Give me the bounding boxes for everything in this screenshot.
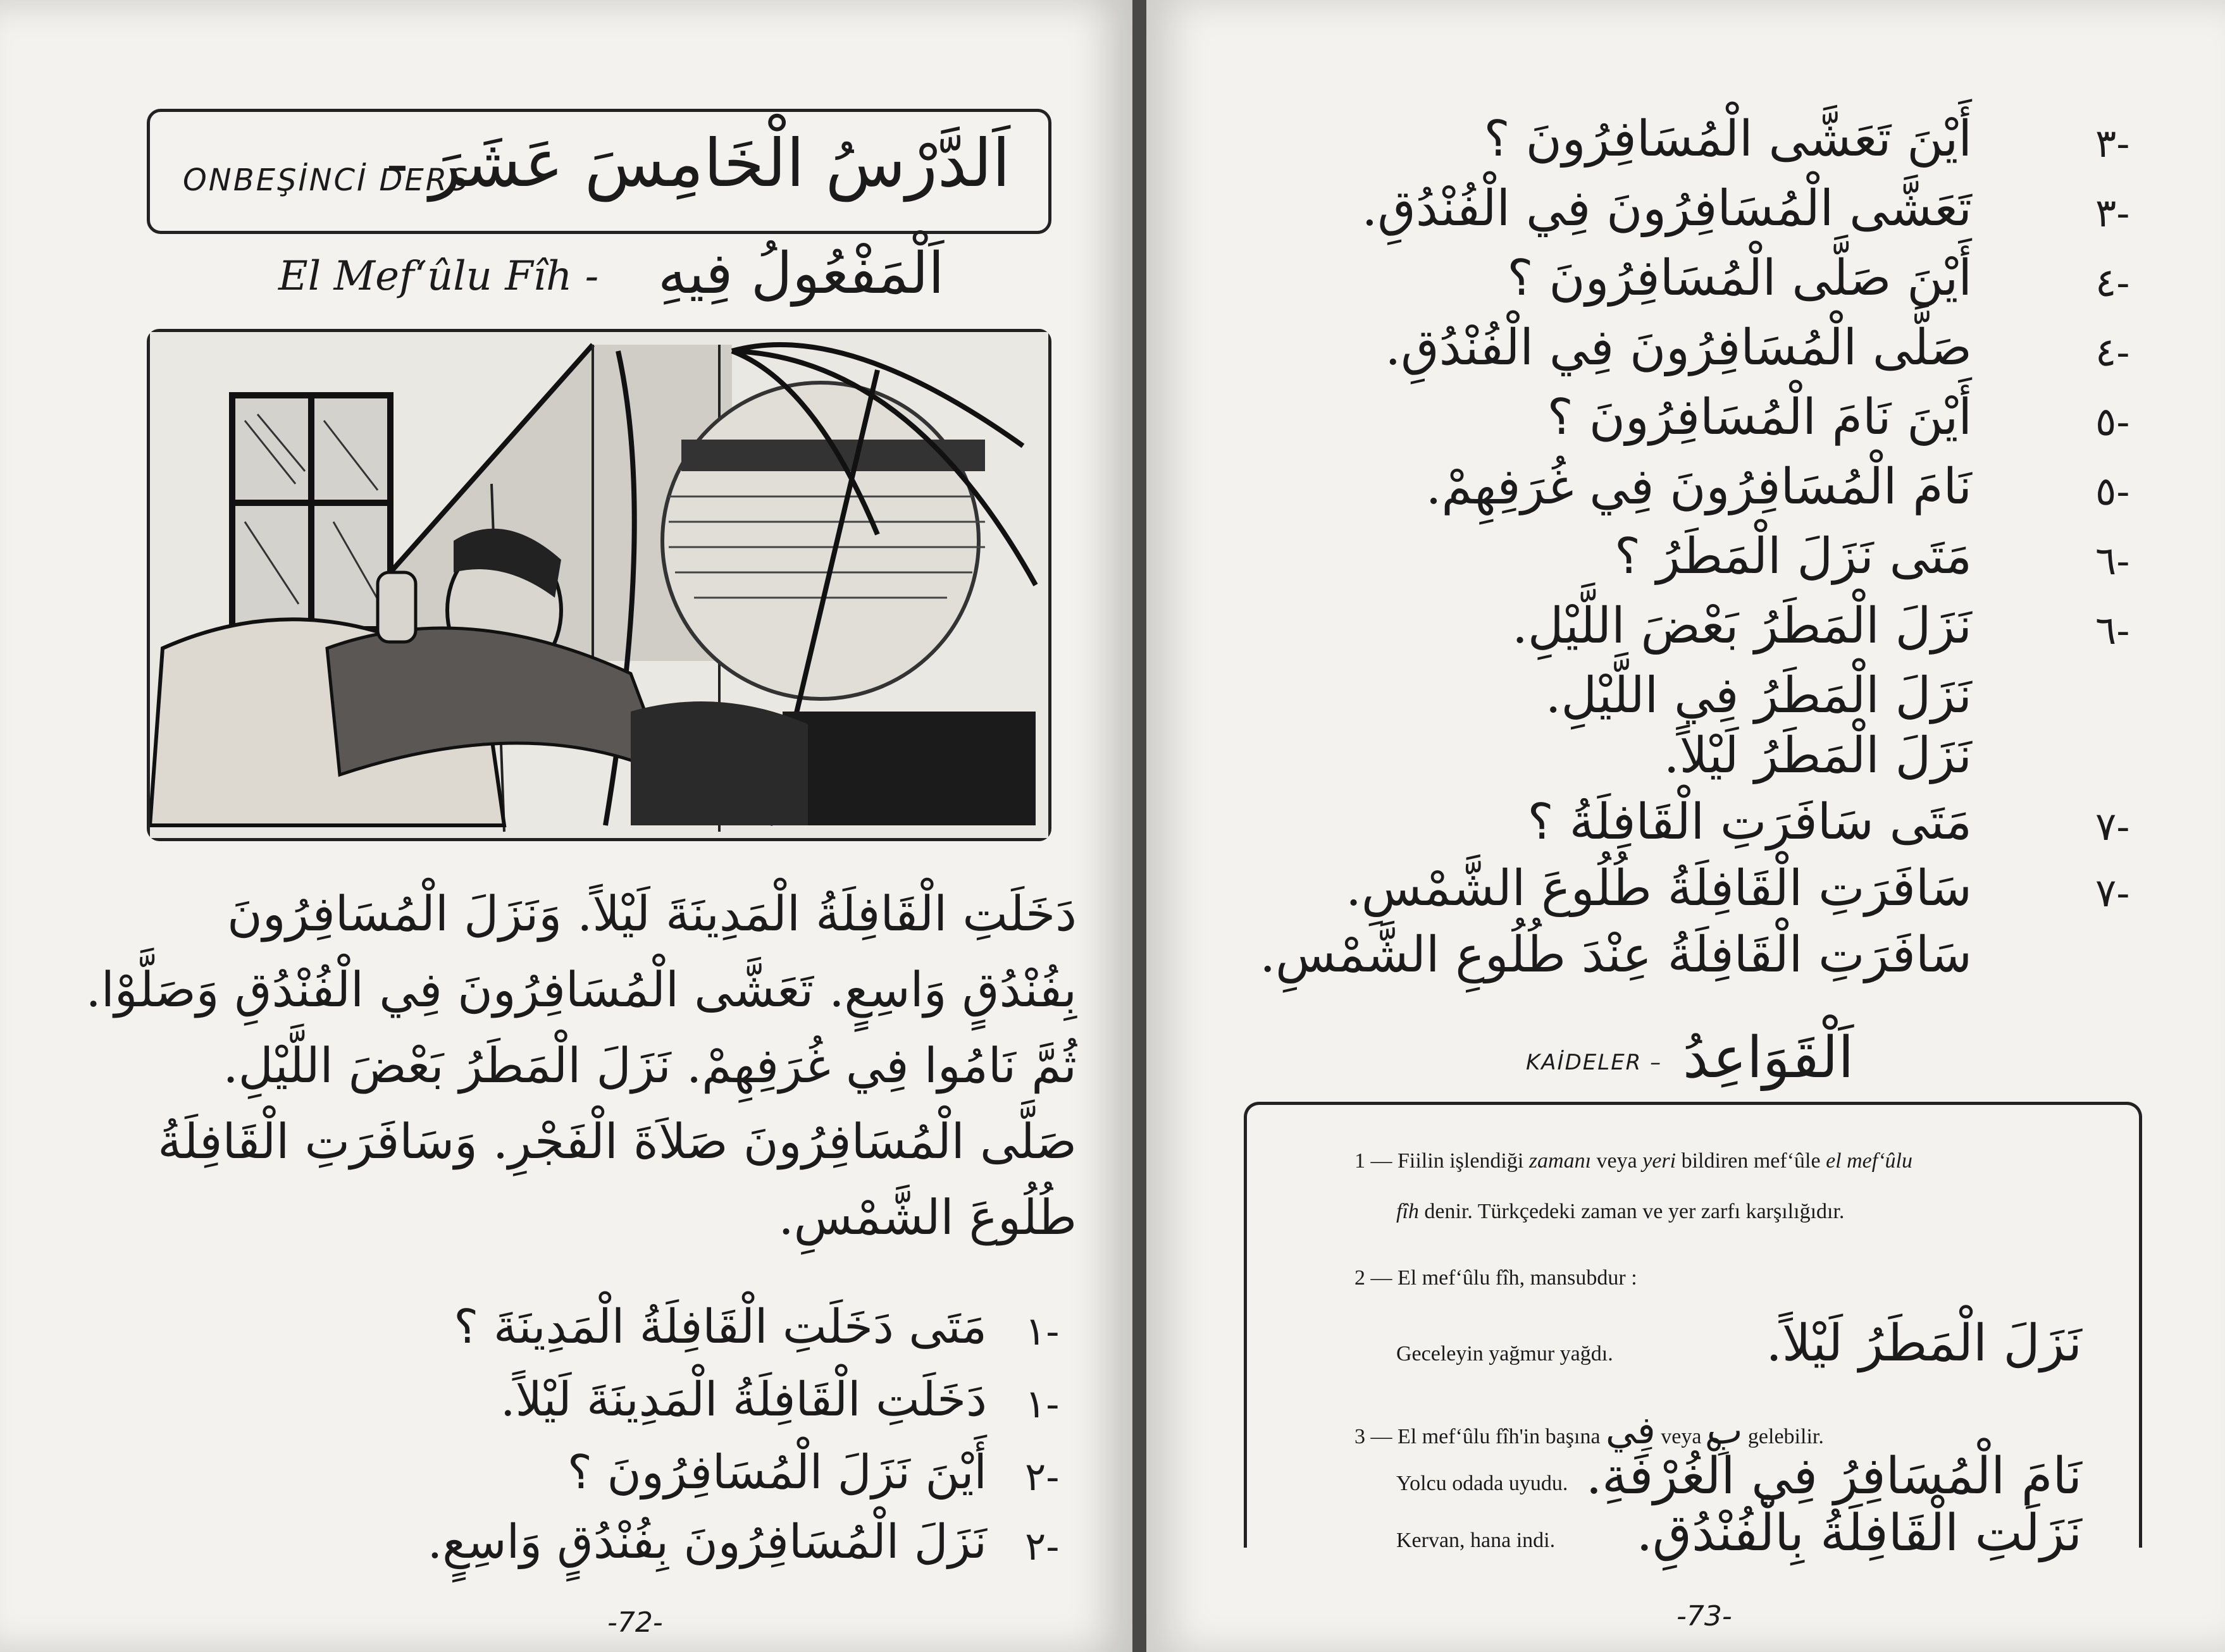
page-number: -72-: [607, 1606, 663, 1639]
rule-3-example-1-turkish: Yolcu odada uyudu.: [1396, 1472, 1568, 1495]
rule-number: 3 —: [1354, 1425, 1392, 1448]
rule-text: Fiilin işlendiği: [1398, 1149, 1524, 1173]
paragraph-line: بِفُنْدُقٍ وَاسِعٍ. تَعَشَّى الْمُسَافِرُونَ فِي الْفُنْدُقِ وَصَلَّوْا.: [85, 961, 1077, 1018]
exercise-line: أَيْنَ تَعَشَّى الْمُسَافِرُونَ ؟: [1484, 111, 1972, 168]
exercise-line: أَيْنَ نَامَ الْمُسَافِرُونَ ؟: [1547, 389, 1972, 446]
exercise-line: مَتَى سَافَرَتِ الْقَافِلَةُ ؟: [1527, 794, 1972, 851]
rule-text: El mef‘ûlu fîh, mansubdur :: [1398, 1266, 1637, 1290]
rule-text: denir. Türkçedeki zaman ve yer zarfı karşılığıdır.: [1424, 1200, 1845, 1223]
rule-3-example-2-turkish: Kervan, hana indi.: [1396, 1529, 1556, 1552]
rule-emphasis: fîh: [1396, 1200, 1419, 1223]
rule-text: veya: [1596, 1149, 1637, 1173]
rule-emphasis: zamanı: [1528, 1149, 1592, 1173]
exercise-number: ١-: [1025, 1308, 1060, 1354]
rule-2-example-arabic: نَزَلَ الْمَطَرُ لَيْلاً.: [1766, 1314, 2082, 1372]
exercise-line: نَامَ الْمُسَافِرُونَ فِي غُرَفِهِمْ.: [1425, 459, 1972, 515]
paragraph-line: طُلُوعَ الشَّمْسِ.: [778, 1189, 1077, 1245]
exercise-number: ٥-: [2095, 398, 2130, 445]
rule-text: veya: [1661, 1425, 1702, 1448]
exercise-number: ٣-: [2095, 190, 2130, 236]
exercise-line: نَزَلَ الْمَطَرُ لَيْلاً.: [1663, 727, 1972, 784]
rule-1-line-1: [1354, 1149, 1912, 1173]
rule-3-example-2-arabic: نَزَلَتِ الْقَافِلَةُ بِالْفُنْدُقِ.: [1636, 1503, 2082, 1562]
rule-text: bildiren mef‘ûle: [1681, 1149, 1821, 1173]
rule-2-line: [1354, 1266, 1637, 1290]
rule-3-example-1-arabic: نَامَ الْمُسَافِرُ فِي الْغُرْفَةِ.: [1585, 1446, 2082, 1505]
exercise-line: تَعَشَّى الْمُسَافِرُونَ فِي الْفُنْدُقِ.: [1361, 180, 1972, 237]
exercise-number: ٤-: [2095, 329, 2130, 375]
exercise-line: مَتَى دَخَلَتِ الْقَافِلَةُ الْمَدِينَةَ ؟: [454, 1300, 987, 1354]
exercise-number: ١-: [1025, 1381, 1060, 1427]
exercise-number: ٧-: [2095, 870, 2130, 916]
illustration-drawing: [150, 332, 1048, 838]
subtitle-latin: El Mef‘ûlu Fîh -: [278, 253, 599, 300]
rule-text: gelebilir.: [1747, 1425, 1824, 1448]
exercise-line: نَزَلَ الْمَطَرُ بَعْضَ اللَّيْلِ.: [1512, 598, 1972, 655]
lesson-title-latin: ONBEŞİNCİ DERS: [183, 163, 470, 198]
exercise-number: ٥-: [2095, 468, 2130, 514]
exercise-line: أَيْنَ نَزَلَ الْمُسَافِرُونَ ؟: [567, 1445, 987, 1500]
exercise-line: مَتَى نَزَلَ الْمَطَرُ ؟: [1614, 528, 1972, 585]
exercise-line: دَخَلَتِ الْقَافِلَةُ الْمَدِينَةَ لَيْلاً.: [500, 1372, 987, 1427]
exercise-line: سَافَرَتِ الْقَافِلَةُ عِنْدَ طُلُوعِ الشَّمْسِ.: [1260, 927, 1972, 983]
exercise-number: ٣-: [2095, 120, 2130, 166]
rule-1-line-2: [1396, 1200, 1844, 1224]
paragraph-line: دَخَلَتِ الْقَافِلَةُ الْمَدِينَةَ لَيْلاً. وَنَزَلَ الْمُسَافِرُونَ: [227, 885, 1077, 942]
paragraph-line: ثُمَّ نَامُوا فِي غُرَفِهِمْ. نَزَلَ الْمَطَرُ بَعْضَ اللَّيْلِ.: [223, 1037, 1077, 1094]
exercise-line: نَزَلَ الْمَطَرُ فِي اللَّيْلِ.: [1545, 667, 1972, 724]
rule-emphasis: el mef‘ûlu: [1826, 1149, 1912, 1173]
exercise-number: ٤-: [2095, 259, 2130, 305]
exercise-line: أَيْنَ صَلَّى الْمُسَافِرُونَ ؟: [1507, 250, 1972, 307]
exercise-line: صَلَّى الْمُسَافِرُونَ فِي الْفُنْدُقِ.: [1385, 319, 1972, 376]
rule-emphasis: yeri: [1642, 1149, 1676, 1173]
rules-heading-arabic: اَلْقَوَاعِدُ: [1683, 1025, 1854, 1091]
exercise-number: ٢-: [1025, 1453, 1060, 1500]
exercise-number: ٢-: [1025, 1523, 1060, 1569]
lesson-illustration: [147, 329, 1051, 841]
lesson-title-box: [147, 109, 1051, 234]
exercise-line: سَافَرَتِ الْقَافِلَةُ طُلُوعَ الشَّمْسِ.: [1346, 860, 1972, 917]
rule-text: El mef‘ûlu fîh'in başına: [1398, 1425, 1601, 1448]
exercise-number: ٦-: [2095, 607, 2130, 653]
rule-2-example-turkish: Geceleyin yağmur yağdı.: [1396, 1342, 1613, 1365]
exercise-number: ٧-: [2095, 803, 2130, 849]
rules-box: [1244, 1102, 2142, 1562]
right-page: [1146, 0, 2225, 1652]
rule-number: 1 —: [1354, 1149, 1392, 1173]
paragraph-line: صَلَّى الْمُسَافِرُونَ صَلاَةَ الْفَجْرِ. وَسَافَرَتِ الْقَافِلَةُ: [158, 1113, 1077, 1169]
rule-number: 2 —: [1354, 1266, 1392, 1290]
rule-arabic-particle: فِي: [1606, 1409, 1656, 1453]
exercise-number: ٦-: [2095, 538, 2130, 584]
exercise-line: نَزَلَ الْمُسَافِرُونَ بِفُنْدُقٍ وَاسِعٍ.: [427, 1515, 987, 1569]
rules-heading-latin: KAİDELER –: [1526, 1050, 1663, 1075]
page-number: -73-: [1676, 1600, 1732, 1632]
lesson-title-arabic: اَلدَّرْسُ الْخَامِسَ عَشَرَ -: [386, 125, 1010, 202]
rule-arabic-particle: بِ: [1706, 1409, 1743, 1453]
reading-paragraph: [85, 885, 1077, 1252]
subtitle-arabic: اَلْمَفْعُولُ فِيهِ: [658, 240, 945, 307]
